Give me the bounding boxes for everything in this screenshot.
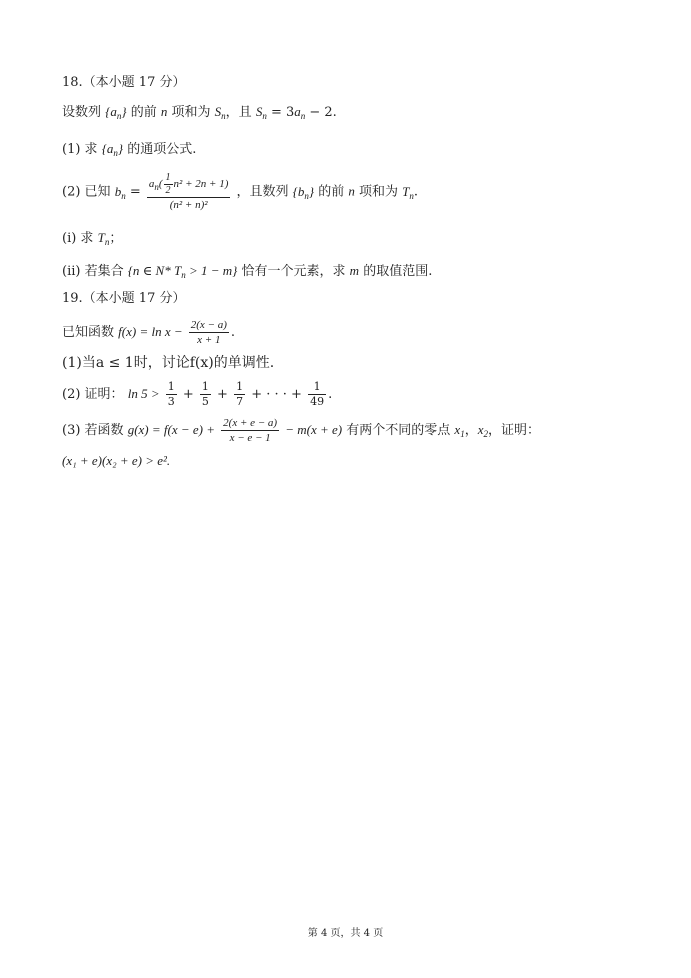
g-fraction: $\frac{2(x + e - a)}{x - e - 1}$ (223, 417, 278, 444)
q19-part3: (3) 若函数 g(x) = f(x − e) + $\frac{2(x + e - a)}{x - e - 1}$ − m(x + e) 有两个不同的零点 $x_1$，$x_2$，证明： (62, 417, 541, 444)
q19-part3-inequality: (x₁ + e)(x₂ + e) > e². (62, 453, 171, 468)
q18-intro: 设数列 $\{a_n\}$ 的前 n 项和为 $S_n$，且 $S_n = 3a_n - 2$. (62, 104, 337, 121)
q18-part1: (1) 求 $\{a_n\}$ 的通项公式. (62, 141, 197, 158)
q18-heading: 18.（本小题 17 分） (62, 75, 186, 90)
q19-part1: (1)当a ≤ 1时，讨论f(x)的单调性. (62, 355, 275, 371)
q19-part2: (2) 证明： ln 5 > $\frac{1}{3}$ + $\frac{1}{5}$ + $\frac{1}{7}$ + · · · + $\frac{1}{49}$ . (62, 380, 333, 408)
q18-part2: (2) 已知 $b_n$ = $a_n$( $\frac{1}{2}$ n² + 2n + 1) (n² + n)² ，且数列 $\{b_n\}$ 的前 n 项和为 $T_n$. (62, 172, 419, 211)
q19-heading: 19.（本小题 17 分） (62, 291, 186, 306)
bn-fraction: $a_n$( $\frac{1}{2}$ n² + 2n + 1) (n² + n)² (148, 172, 229, 211)
q19-intro: 已知函数 f(x) = ln x − $\frac{2(x - a)}{x + 1}$ . (62, 319, 236, 346)
q18-part2-ii: (ⅱ) 若集合 {n ∈ N* $T_n > 1 - m$} 恰有一个元素，求 m 的取值范围. (62, 263, 433, 280)
page-footer: 第 4 页，共 4 页 (307, 928, 384, 939)
f-fraction: $\frac{2(x - a)}{x + 1}$ (190, 319, 227, 346)
q18-part2-i: (ⅰ) 求 $T_n$； (62, 230, 123, 247)
